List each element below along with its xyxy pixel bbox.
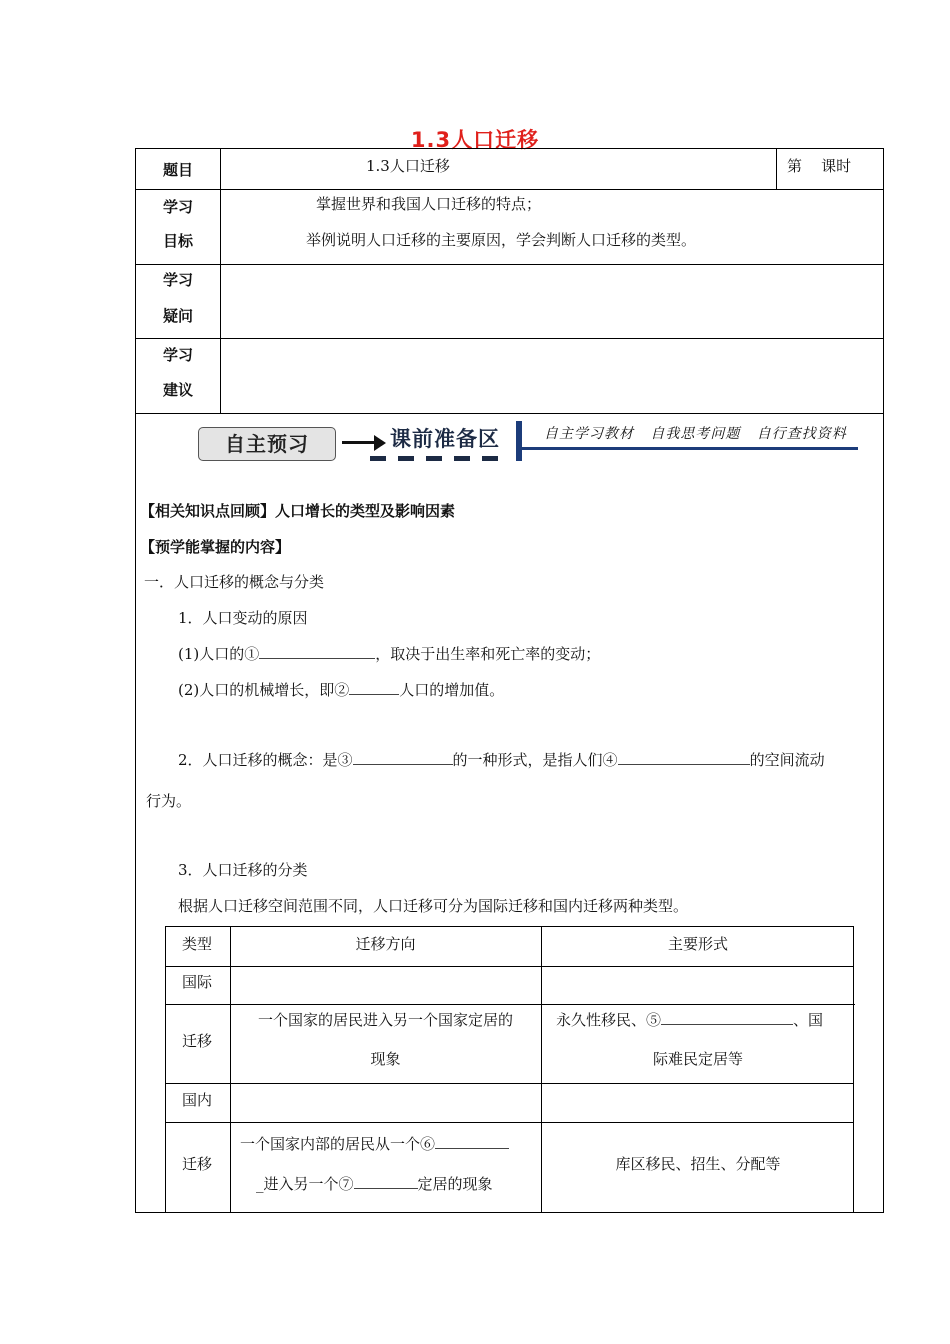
- review-heading: 【相关知识点回顾】人口增长的类型及影响因素: [140, 502, 456, 520]
- goal-text-2: 举例说明人口迁移的主要原因，学会判断人口迁移的类型。: [306, 231, 697, 249]
- row-divider: [166, 1083, 853, 1084]
- domestic-direction-2: [256, 1173, 493, 1194]
- domestic-direction-prefix: 一个国家内部的居民从一个⑥: [240, 1135, 436, 1153]
- banner-bar: [516, 421, 522, 461]
- item1-b-prefix: (2)人口的机械增长，即②: [178, 681, 350, 699]
- question-label-line2: 疑问: [163, 307, 194, 325]
- intl-direction-2: 现象: [370, 1050, 401, 1068]
- row-divider: [166, 1004, 855, 1005]
- item2: [178, 749, 825, 770]
- header-type: 类型: [182, 935, 213, 953]
- item1-heading: 1．人口变动的原因: [178, 609, 308, 627]
- domestic-label-2: 迁移: [182, 1155, 213, 1173]
- header-direction: 迁移方向: [355, 935, 416, 953]
- intl-form-prefix: 永久性移民、⑤: [556, 1011, 662, 1029]
- item3-heading: 3．人口迁移的分类: [178, 861, 308, 879]
- intl-form-1: [556, 1009, 823, 1030]
- row-divider: [136, 413, 883, 414]
- item1-b: [178, 679, 504, 700]
- domestic-direction-suffix: 定居的现象: [417, 1175, 493, 1193]
- arrow-icon: [342, 441, 376, 444]
- item2-prefix: 2．人口迁移的概念：是③: [178, 751, 353, 769]
- preview-banner: [194, 417, 847, 465]
- item2-continuation: 行为。: [146, 792, 192, 810]
- column-divider: [220, 149, 221, 413]
- goal-text-1: 掌握世界和我国人口迁移的特点；: [316, 195, 542, 213]
- suggest-label-line1: 学习: [163, 346, 194, 364]
- banner-underline: [522, 447, 858, 450]
- banner-slogan: 自主学习教材 自我思考问题 自行查找资料: [544, 426, 847, 442]
- domestic-label-1: 国内: [182, 1091, 213, 1109]
- item1-a-prefix: (1)人口的①: [178, 645, 260, 663]
- intl-form-suffix: 、国: [793, 1011, 824, 1029]
- domestic-form: 库区移民、招生、分配等: [615, 1155, 781, 1173]
- row-divider: [136, 264, 883, 265]
- blank-4[interactable]: [618, 750, 750, 765]
- intl-form-2: 际难民定居等: [652, 1050, 743, 1068]
- blank-6[interactable]: [435, 1134, 509, 1149]
- suggest-label-line2: 建议: [163, 381, 194, 399]
- intl-label-2: 迁移: [182, 1032, 213, 1050]
- arrowhead-icon: [374, 435, 386, 451]
- banner-tag: 自主预习: [198, 427, 336, 461]
- row-divider: [136, 189, 883, 190]
- blank-7[interactable]: [354, 1174, 418, 1189]
- column-divider: [776, 149, 777, 189]
- item2-middle: 的一种形式，是指人们④: [452, 751, 618, 769]
- blank-1[interactable]: [259, 644, 375, 659]
- banner-dash-decoration: [370, 456, 510, 461]
- question-label-line1: 学习: [163, 271, 194, 289]
- header-form: 主要形式: [667, 935, 728, 953]
- domestic-direction-mid: _进入另一个⑦: [256, 1175, 354, 1193]
- intl-label-1: 国际: [182, 973, 213, 991]
- intl-direction-1: 一个国家的居民进入另一个国家定居的: [257, 1011, 513, 1029]
- item1-b-suffix: 人口的增加值。: [399, 681, 505, 699]
- lesson-period-label: 第 课时: [787, 157, 852, 175]
- part1-heading: 一．人口迁移的概念与分类: [144, 573, 325, 591]
- topic-label: 题目: [163, 161, 194, 179]
- row-divider: [136, 338, 883, 339]
- item2-suffix: 的空间流动: [749, 751, 825, 769]
- goal-label-line2: 目标: [163, 232, 194, 250]
- blank-2[interactable]: [349, 680, 399, 695]
- domestic-direction-1: [240, 1133, 509, 1154]
- item1-a: [178, 643, 600, 664]
- row-divider: [166, 966, 853, 967]
- preview-heading: 【预学能掌握的内容】: [140, 538, 291, 556]
- topic-value: 1.3人口迁移: [366, 157, 450, 175]
- banner-title: 课前准备区: [390, 427, 500, 451]
- column-divider: [230, 927, 231, 1213]
- row-divider: [166, 1122, 853, 1123]
- goal-label-line1: 学习: [163, 198, 194, 216]
- blank-5[interactable]: [661, 1010, 793, 1025]
- blank-3[interactable]: [353, 750, 453, 765]
- migration-type-table: [165, 926, 854, 1212]
- item3-description: 根据人口迁移空间范围不同，人口迁移可分为国际迁移和国内迁移两种类型。: [178, 897, 689, 915]
- item1-a-suffix: ，取决于出生率和死亡率的变动；: [375, 645, 601, 663]
- document-title: 1.3人口迁移: [410, 128, 540, 152]
